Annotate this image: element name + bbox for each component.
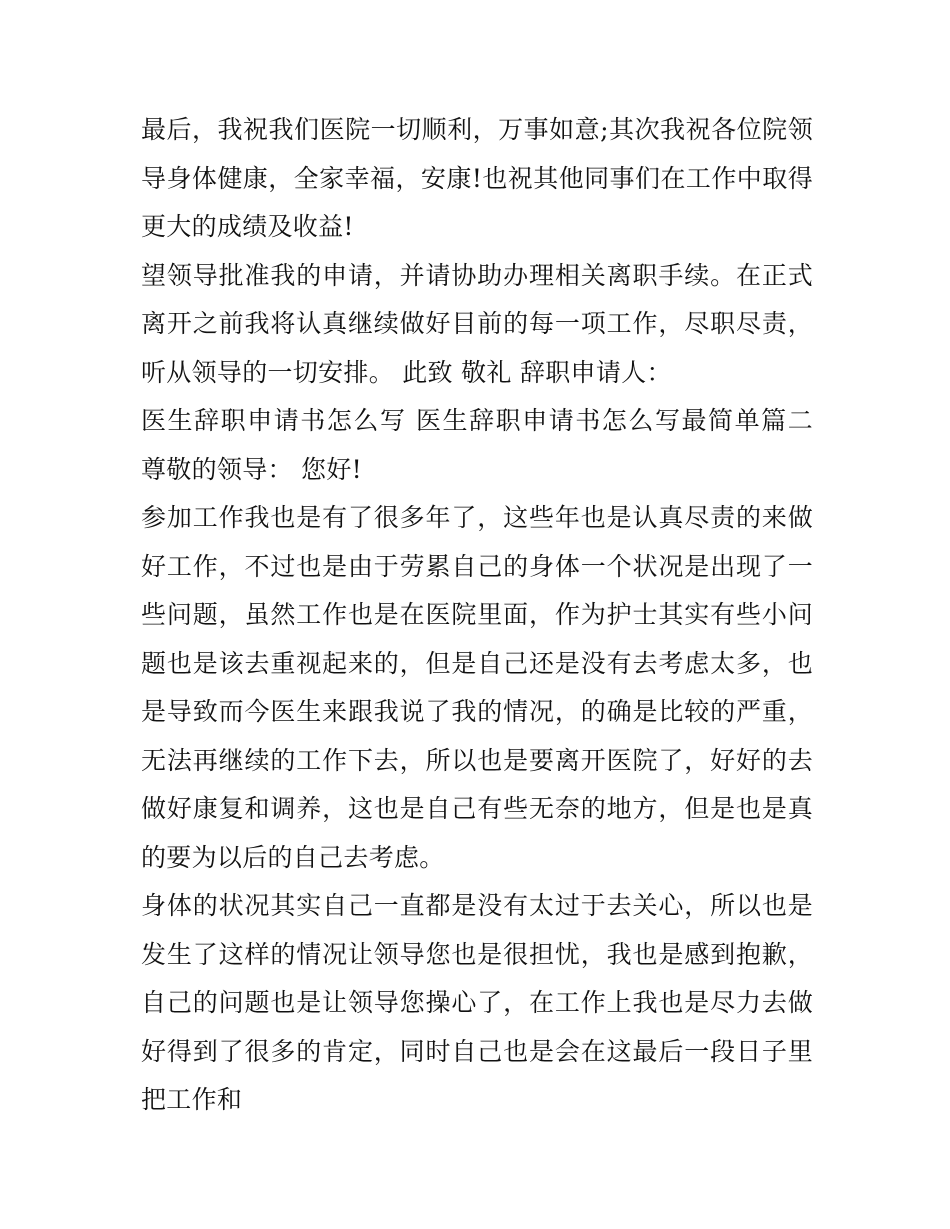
paragraph-closing-wishes: 最后，我祝我们医院一切顺利，万事如意;其次我祝各位院领导身体健康，全家幸福，安康!也祝其他同事们在工作中取得更大的成绩及收益! (141, 115, 813, 241)
paragraph-health-reason: 参加工作我也是有了很多年了，这些年也是认真尽责的来做好工作，不过也是由于劳累自己的身体一个状况是出现了一些问题，虽然工作也是在医院里面，作为护士其实有些小问题也是该去重视起来的，但是自己还是没有去考虑太多，也是导致而今医生来跟我说了我的情况，的确是比较的严重，无法再继续的工作下去，所以也是要离开医院了，好好的去做好康复和调养，这也是自己有些无奈的地方，但是也是真的要为以后的自己去考虑。 (141, 503, 813, 872)
paragraph-apology: 身体的状况其实自己一直都是没有太过于去关心，所以也是发生了这样的情况让领导您也是很担忧，我也是感到抱歉，自己的问题也是让领导您操心了，在工作上我也是尽力去做好得到了很多的肯定，同时自己也是会在这最后一段日子里把工作和 (141, 891, 813, 1114)
document-body (141, 106, 813, 1125)
paragraph-approval-request: 望领导批准我的申请，并请协助办理相关离职手续。在正式离开之前我将认真继续做好目前的每一项工作，尽职尽责，听从领导的一切安排。 此致 敬礼 辞职申请人： (141, 260, 813, 387)
paragraph-letter-heading: 医生辞职申请书怎么写 医生辞职申请书怎么写最简单篇二 尊敬的领导： 您好! (141, 406, 813, 484)
